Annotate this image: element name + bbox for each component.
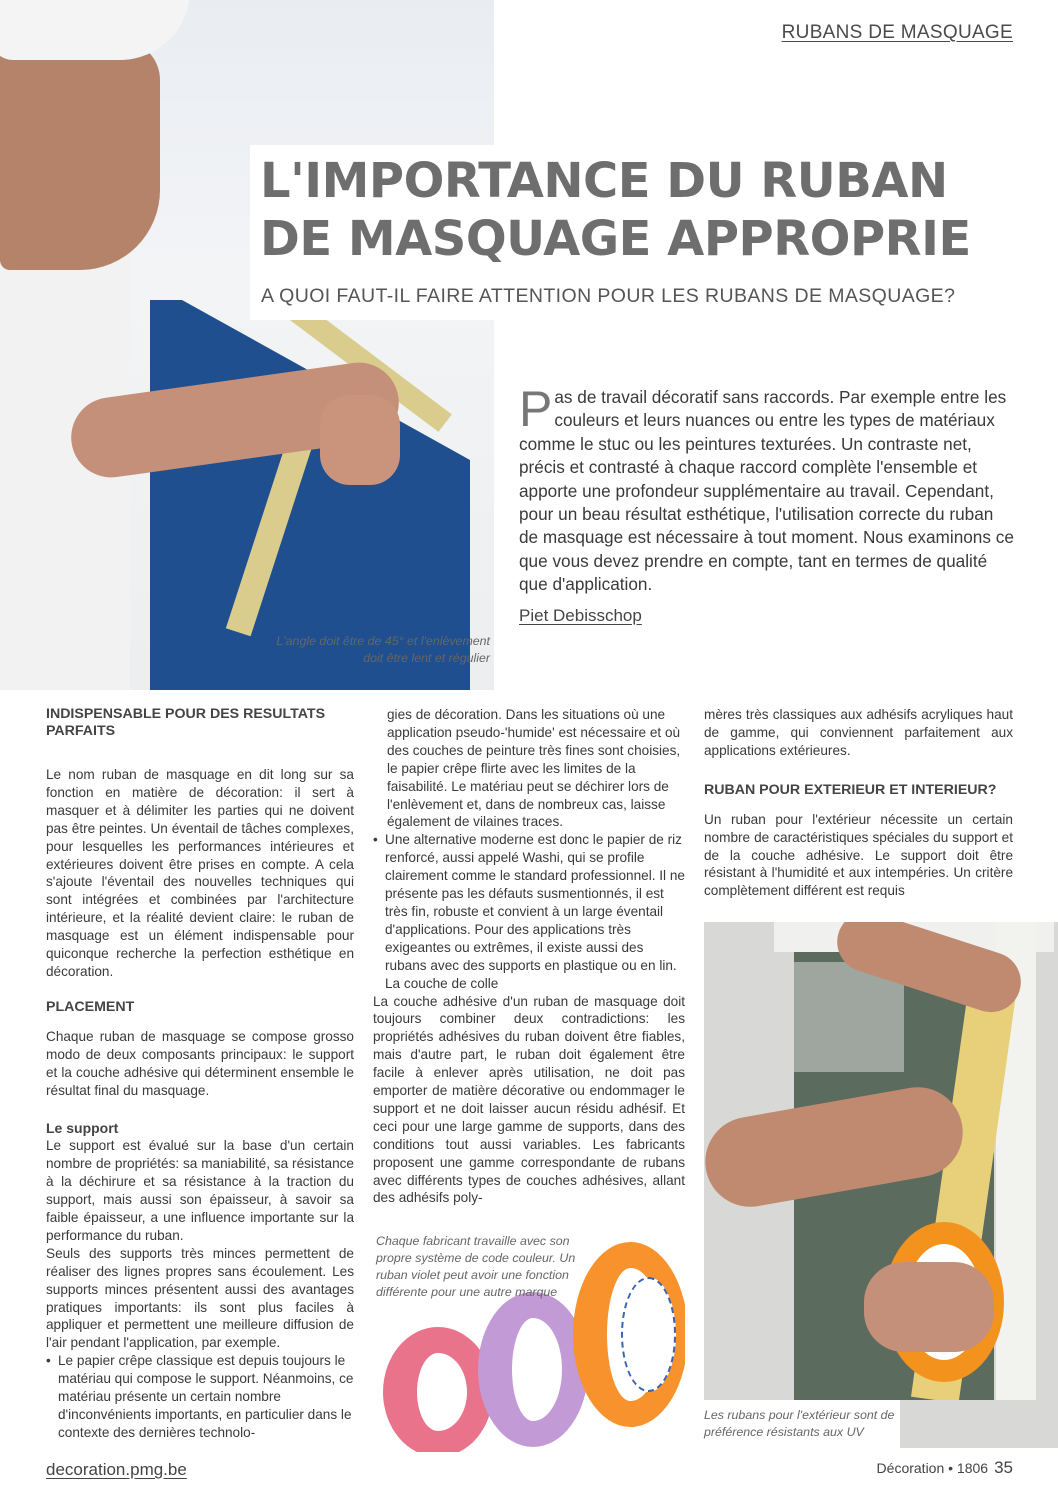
column-3 — [704, 706, 1013, 900]
bullet-item — [46, 1352, 354, 1442]
intro-text: as de travail décoratif sans raccords. Par exemple entre les couleurs et leurs nuances ou entre les types de matériaux comme le stuc ou les peintures texturées. Un contraste net, précis et contrasté à chaque raccord complète l'ensemble et apporte une profondeur supplémentaire au travail. Cependant, pour un beau résultat esthétique, l'utilisation correcte du ruban de masquage est nécessaire à tout moment. Nous examinons ce que vous devez prendre en compte, tant en termes de qualité que d'application. — [519, 387, 1014, 595]
publication-issue: Décoration • 1806 — [876, 1460, 989, 1476]
body-paragraph: Chaque ruban de masquage se compose grosso modo de deux composants principaux: le support et la couche adhésive qui déterminent ensemble le résultat final du masquage. — [46, 1028, 354, 1098]
section-heading: PLACEMENT — [46, 998, 135, 1015]
hand — [864, 1262, 994, 1352]
painter-cap — [0, 0, 190, 60]
blue-wall — [150, 300, 470, 690]
body-paragraph: gies de décoration. Dans les situations où une application pseudo-'humide' est nécessaire et où des couches de peinture très fines sont choisies, le papier crêpe flirte avec les limites de la faisabilité. Le matériau peut se déchirer lors de l'enlèvement et, dans de nombreux cas, laisse également de vilaines traces. — [387, 707, 681, 830]
body-paragraph: Le support est évalué sur la base d'un certain nombre de propriétés: sa maniabilité, sa résistance à la déchirure et sa résistance à la traction du support, mais aussi son épaisseur, à savoir sa faible épaisseur, a une influence importante sur la performance du ruban. — [46, 1138, 354, 1243]
intro-paragraph — [519, 381, 1014, 597]
bullet-item — [373, 831, 685, 992]
author-link[interactable]: Piet Debisschop — [519, 606, 642, 625]
body-paragraph: Un ruban pour l'extérieur nécessite un certain nombre de caractéristiques spéciales du support et de la couche adhésive. Le support doit être résistant à l'humidité et aux intempéries. Un critère complètement différent est requis — [704, 811, 1013, 899]
dropcap: P — [519, 381, 553, 437]
window-taping-photo — [704, 922, 1058, 1400]
body-paragraph: Le nom ruban de masquage en dit long sur sa fonction en matière de décoration: il sert à masquer et à délimiter les parties qui ne doivent pas être peintes. Un éventail de tâches complexes, pour lesquelles les performances intérieures et extérieures doivent être prises en compte. A cela s'ajoute l'éventail des nouvelles techniques qui sont intégrées et combinées par l'architecture intérieure, et la réalité devient claire: le ruban de masquage est un élément indispensable pour quiconque recherche la perfection esthétique en décoration. — [46, 767, 354, 979]
window-photo-edge — [900, 1400, 1058, 1448]
body-paragraph: mères très classiques aux adhésifs acryliques haut de gamme, qui conviennent parfaitement aux applications extérieures. — [704, 707, 1013, 758]
title-line-2: DE MASQUAGE APPROPRIE — [260, 211, 971, 267]
bullet-text: Une alternative moderne est donc le papier de riz renforcé, aussi appelé Washi, qui se profile clairement comme le standard professionnel. Il ne présente pas les défauts susmentionnés, il est très fin, robuste et convient à un large éventail d'applications. Pour des applications très exigeantes ou extrêmes, il existe aussi des rubans avec des supports en plastique ou en lin. La couche de colle — [385, 832, 685, 991]
body-paragraph: La couche adhésive d'un ruban de masquage doit toujours combiner deux contradictions: les propriétés adhésives du ruban doivent être fiables, mais d'autre part, le ruban doit également être facile à enlever après utilisation, ne doit pas emporter de matière décorative ou endommager le support et ne doit laisser aucun résidu adhésif. Et ceci pour une large gamme de supports, dans des conditions tout aussi variables. Les fabricants proposent une gamme correspondante de rubans avec différents types de couches adhésives, allant des adhésifs poly- — [373, 993, 685, 1206]
painter-hand — [320, 395, 400, 485]
column-1 — [46, 706, 354, 1442]
tape-caption: Chaque fabricant travaille avec son propre système de code couleur. Un ruban violet peut avoir une fonction différente pour une autre marque — [376, 1234, 576, 1299]
purple-tape-roll — [478, 1292, 588, 1447]
footer-website-link[interactable]: decoration.pmg.be — [46, 1460, 187, 1479]
footer-publication — [877, 1458, 1013, 1478]
page-number: 35 — [994, 1458, 1013, 1477]
body-paragraph: Seuls des supports très minces permettent de réaliser des lignes propres sans écoulement. Les supports minces présentent aussi des avantages pratiques importants: ils sont plus faciles à appliquer et permettent une meilleure diffusion de l'air pendant l'application, par exemple. — [46, 1245, 354, 1351]
pink-tape-roll — [383, 1327, 493, 1452]
section-label: RUBANS DE MASQUAGE — [781, 22, 1013, 43]
column-2 — [373, 706, 685, 1207]
tape-core — [621, 1277, 676, 1392]
window-caption: Les rubans pour l'extérieur sont de préférence résistants aux UV — [704, 1408, 895, 1439]
hero-caption: L'angle doit être de 45° et l'enlèvement doit être lent et régulier — [276, 634, 490, 665]
page-title — [260, 152, 1020, 268]
hero-photo-painter — [0, 0, 494, 690]
bullet-text: Le papier crêpe classique est depuis toujours le matériau qui compose le support. Néanmoins, ce matériau présente un certain nombre d'inconvénients importants, en particulier dans le contexte des dernières technolo- — [58, 1353, 354, 1440]
bullet-dot: • — [373, 832, 378, 848]
page-subtitle: A QUOI FAUT-IL FAIRE ATTENTION POUR LES RUBANS DE MASQUAGE? — [261, 285, 956, 307]
painter-face — [0, 40, 160, 270]
section-heading: RUBAN POUR EXTERIEUR ET INTERIEUR? — [704, 781, 997, 798]
bullet-dot: • — [46, 1353, 51, 1369]
title-line-1: L'IMPORTANCE DU RUBAN — [260, 153, 948, 209]
subsection-heading: Le support — [46, 1119, 119, 1136]
section-heading: INDISPENSABLE POUR DES RESULTATS PARFAITS — [46, 706, 326, 739]
